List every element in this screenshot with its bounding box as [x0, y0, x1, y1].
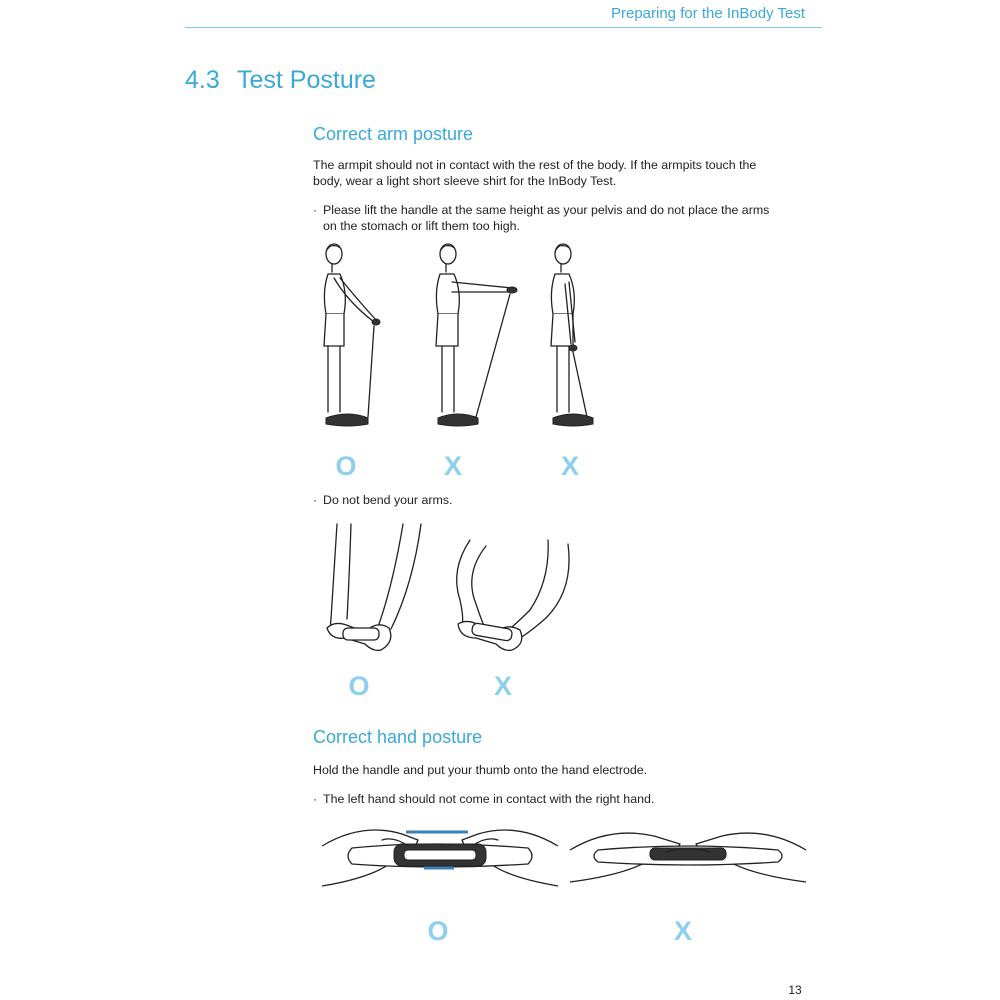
straight-arms-figure [325, 524, 435, 654]
arm-intro-line-1: The armpit should not in contact with the rest of the body. If the armpits touch the [313, 158, 757, 172]
section-title: Test Posture [237, 66, 376, 94]
hands-on-handle-correct-figure [322, 826, 558, 906]
arm-bullet-1 [313, 202, 813, 234]
hands-on-handle-wrong-figure [570, 826, 806, 906]
arm-bullet-2 [313, 492, 813, 508]
bullet-dot: · [313, 792, 318, 806]
mark-correct-straight-arms: O [348, 671, 370, 701]
running-header: Preparing for the InBody Test [610, 5, 805, 22]
page-number: 13 [788, 983, 802, 997]
hand-bullet-1-text: The left hand should not come in contact with the right hand. [323, 792, 655, 806]
hand-posture-intro: Hold the handle and put your thumb onto the hand electrode. [313, 763, 648, 777]
header-rule [185, 27, 822, 28]
arm-posture-heading: Correct arm posture [313, 124, 474, 144]
mark-correct-standing: O [335, 451, 357, 481]
bullet-dot: · [313, 203, 318, 217]
hand-bullet-1 [313, 791, 813, 807]
mark-wrong-bent-arms: X [493, 671, 512, 701]
section-number: 4.3 [185, 66, 220, 94]
standing-posture-figure-arms-on-stomach [545, 242, 615, 438]
mark-wrong-hand: X [673, 916, 692, 946]
mark-wrong-standing-1: X [443, 451, 462, 481]
arm-posture-intro [313, 157, 813, 189]
bent-arms-figure [450, 540, 580, 655]
standing-posture-figure-correct [318, 242, 388, 438]
arm-bullet-1-line-2: on the stomach or lift them too high. [323, 219, 520, 233]
arm-intro-line-2: body, wear a light short sleeve shirt for the InBody Test. [313, 174, 617, 188]
hand-posture-heading: Correct hand posture [313, 727, 483, 747]
mark-wrong-standing-2: X [560, 451, 579, 481]
standing-posture-figure-arms-too-high [430, 242, 530, 438]
arm-bullet-1-line-1: Please lift the handle at the same height as your pelvis and do not place the arms [323, 203, 770, 217]
arm-bullet-2-text: Do not bend your arms. [323, 493, 453, 507]
mark-correct-hand: O [427, 916, 449, 946]
bullet-dot: · [313, 493, 318, 507]
